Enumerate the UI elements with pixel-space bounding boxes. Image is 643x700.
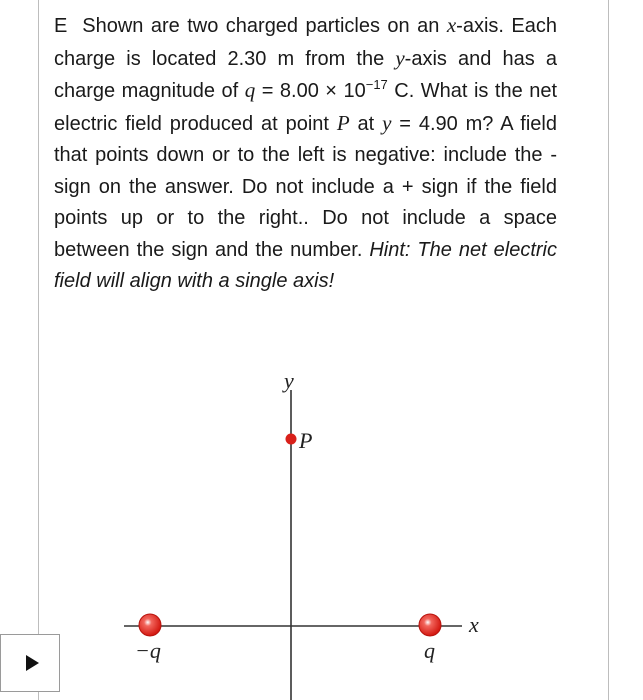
charge-diagram (110, 360, 510, 700)
point-p-marker (286, 434, 297, 445)
left-charge-label: −q (135, 638, 161, 663)
hint-text: Hint: The net electric field will align with a single axis! (54, 238, 557, 292)
x-variable: x (446, 13, 457, 37)
play-button[interactable] (0, 634, 60, 692)
y-position-variable: y (382, 110, 392, 135)
right-charge-label: q (424, 638, 435, 663)
play-icon (26, 655, 39, 671)
x-axis-label: x (469, 612, 479, 637)
problem-label: E (54, 15, 68, 37)
point-p-label: P (299, 428, 313, 453)
exponent: −17 (365, 77, 388, 92)
left-charge (139, 614, 161, 636)
clipped-text-row (70, 692, 370, 700)
q-variable: q (244, 78, 256, 102)
problem-text: E Shown are two charged particles on an x-axis. Each charge is located 2.30 m from the y-axis and has a charge magnitude of $q = 8.00 \times 10^{-17}$ C. What is the net electric field produced at point P at y = 4.90 m? A field that points down or to the left is negative: include the - sign on the answer. Do not include a + sign if the field points up or to the right.. Do not include a space between the sign and the number. Hint: The net electric field will align with a single axis! (54, 13, 558, 292)
p-variable: P (336, 110, 350, 135)
y-variable: y (395, 45, 405, 70)
y-axis-label: y (284, 368, 294, 393)
right-charge (419, 614, 441, 636)
